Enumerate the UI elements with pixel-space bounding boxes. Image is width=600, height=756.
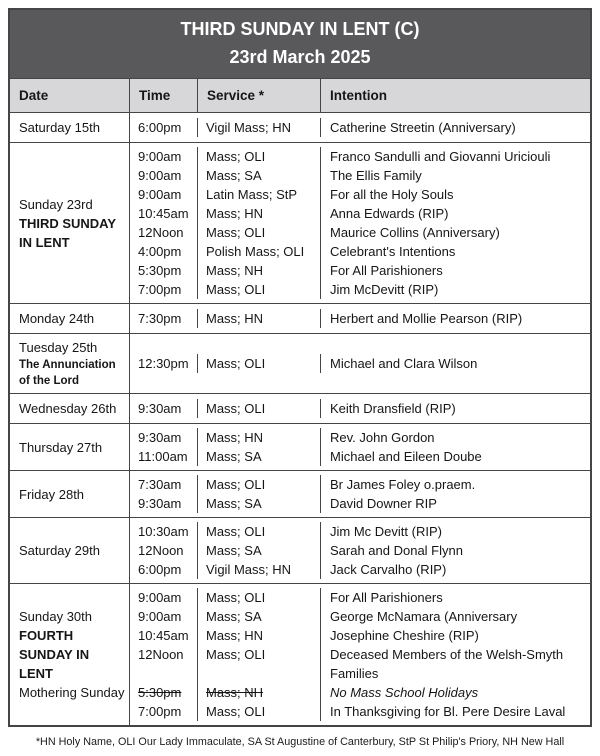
intention-cell: No Mass School Holidays <box>330 685 479 700</box>
schedule-row <box>10 517 590 583</box>
intention-cell: The Ellis Family <box>330 168 422 183</box>
service-cell: Mass; OLI <box>198 354 321 373</box>
schedule-row <box>10 112 590 142</box>
time-cell: 10:45am <box>130 626 198 645</box>
schedule-entry <box>130 147 590 166</box>
entry-list <box>130 424 590 470</box>
date-line: Mothering Sunday <box>19 685 125 700</box>
intention-cell: Rev. John Gordon <box>330 430 435 445</box>
schedule-entry <box>130 588 590 607</box>
schedule-entry <box>130 522 590 541</box>
schedule-entry <box>130 118 590 137</box>
date-line: Sunday 23rd <box>19 196 93 212</box>
service-cell: Mass; OLI <box>198 399 321 418</box>
time-cell: 9:00am <box>130 588 198 607</box>
time-cell: 7:00pm <box>130 702 198 721</box>
intention-cell: Josephine Cheshire (RIP) <box>330 628 479 643</box>
intention-cell: George McNamara (Anniversary <box>330 609 518 624</box>
entry-list <box>130 394 590 423</box>
service-cell: Mass; OLI <box>198 588 321 607</box>
time-cell: 12:30pm <box>130 354 198 373</box>
schedule-entry <box>130 354 590 373</box>
schedule-row <box>10 470 590 517</box>
entry-list <box>130 518 590 583</box>
mass-schedule-page <box>8 8 592 748</box>
service-cell: Mass; SA <box>198 607 321 626</box>
intention-cell: David Downer RIP <box>330 496 437 511</box>
time-cell: 9:30am <box>130 399 198 418</box>
service-cell: Mass; SA <box>198 541 321 560</box>
column-header-intention: Intention <box>330 88 387 103</box>
service-cell: Mass; OLI <box>198 223 321 242</box>
intention-cell: For All Parishioners <box>330 263 443 278</box>
time-cell: 12Noon <box>130 541 198 560</box>
date-line: Sunday 30th <box>19 609 93 624</box>
service-cell: Mass; HN <box>198 204 321 223</box>
intention-cell: For All Parishioners <box>330 590 443 605</box>
intention-cell: Franco Sandulli and Giovanni Uriciouli <box>330 149 551 164</box>
date-cell <box>10 113 130 142</box>
date-line: FOURTH SUNDAY IN LENT <box>19 628 90 681</box>
column-header-time: Time <box>130 79 198 112</box>
date-cell <box>10 518 130 583</box>
intention-cell: Jim Mc Devitt (RIP) <box>330 524 442 539</box>
schedule-row <box>10 393 590 423</box>
date-line: Saturday 15th <box>19 120 100 135</box>
time-cell: 11:00am <box>130 447 198 466</box>
entry-list <box>130 471 590 517</box>
schedule-entry <box>130 204 590 223</box>
service-cell: Mass; HN <box>198 309 321 328</box>
schedule-entry <box>130 309 590 328</box>
entry-list <box>130 113 590 142</box>
schedule-entry <box>130 447 590 466</box>
service-cell: Mass; OLI <box>198 522 321 541</box>
entry-list <box>130 304 590 333</box>
time-cell: 5:30pm <box>130 261 198 280</box>
intention-cell: Jim McDevitt (RIP) <box>330 282 439 297</box>
schedule-entry <box>130 261 590 280</box>
time-cell: 9:00am <box>130 185 198 204</box>
time-cell: 6:00pm <box>130 560 198 579</box>
date-line: Tuesday 25th <box>19 340 98 355</box>
intention-cell: Sarah and Donal Flynn <box>330 543 463 558</box>
schedule-entry <box>130 399 590 418</box>
service-cell: Mass; NH <box>198 261 321 280</box>
time-cell: 10:45am <box>130 204 198 223</box>
intention-cell: Celebrant's Intentions <box>330 244 456 259</box>
intention-cell: Keith Dransfield (RIP) <box>330 401 456 416</box>
table-title: THIRD SUNDAY IN LENT (C) <box>180 19 420 39</box>
schedule-row <box>10 423 590 470</box>
service-cell: Mass; SA <box>198 494 321 513</box>
service-cell: Mass; HN <box>198 428 321 447</box>
schedule-entry <box>130 223 590 242</box>
schedule-row <box>10 142 590 303</box>
date-line: Friday 28th <box>19 486 85 502</box>
time-cell: 12Noon <box>130 223 198 242</box>
date-cell <box>10 424 130 470</box>
schedule-entry <box>130 494 590 513</box>
date-line: THIRD SUNDAY IN LENT <box>19 215 116 250</box>
date-cell <box>10 394 130 423</box>
time-cell: 9:30am <box>130 428 198 447</box>
service-cell: Vigil Mass; HN <box>198 560 321 579</box>
date-cell <box>10 471 130 517</box>
time-cell: 6:00pm <box>130 118 198 137</box>
time-cell: 5:30pm <box>130 683 198 702</box>
time-cell: 7:30am <box>130 475 198 494</box>
time-cell: 7:00pm <box>130 280 198 299</box>
schedule-row <box>10 583 590 725</box>
service-cell: Latin Mass; StP <box>198 185 321 204</box>
date-line: Saturday 29th <box>19 543 100 558</box>
time-cell: 9:00am <box>130 147 198 166</box>
time-cell: 9:00am <box>130 607 198 626</box>
time-cell: 9:00am <box>130 166 198 185</box>
schedule-entry <box>130 683 590 702</box>
date-cell <box>10 143 130 303</box>
entry-list <box>130 584 590 725</box>
date-cell <box>10 584 130 725</box>
schedule-entry <box>130 475 590 494</box>
schedule-row <box>10 303 590 333</box>
column-header-date: Date <box>10 79 130 112</box>
table-title-block <box>10 10 590 78</box>
service-cell: Mass; HN <box>198 626 321 645</box>
schedule-entry <box>130 702 590 721</box>
schedule-entry <box>130 541 590 560</box>
intention-cell: Catherine Streetin (Anniversary) <box>330 120 516 135</box>
table-subtitle: 23rd March 2025 <box>229 47 371 67</box>
time-cell: 12Noon <box>130 645 198 683</box>
footnote: *HN Holy Name, OLI Our Lady Immaculate, SA St Augustine of Canterbury, StP St Philip's Priory, NH New Hall <box>35 736 565 748</box>
entry-list <box>130 143 590 303</box>
intention-cell: Michael and Clara Wilson <box>330 356 478 371</box>
column-header-service: Service * <box>198 79 321 112</box>
intention-cell: Deceased Members of the Welsh-Smyth Families <box>330 647 564 681</box>
intention-cell: Br James Foley o.praem. <box>330 477 476 492</box>
intention-cell: In Thanksgiving for Bl. Pere Desire Laval <box>330 704 566 719</box>
schedule-entry <box>130 560 590 579</box>
service-cell: Polish Mass; OLI <box>198 242 321 261</box>
intention-cell: Jack Carvalho (RIP) <box>330 562 447 577</box>
schedule-entry <box>130 280 590 299</box>
date-line: Monday 24th <box>19 311 95 326</box>
schedule-entry <box>130 645 590 683</box>
service-cell: Mass; OLI <box>198 280 321 299</box>
time-cell: 4:00pm <box>130 242 198 261</box>
service-cell: Mass; OLI <box>198 702 321 721</box>
date-line: The Annunciation of the Lord <box>19 359 116 387</box>
service-cell: Mass; OLI <box>198 645 321 683</box>
mass-schedule-table <box>8 8 592 727</box>
intention-cell: Michael and Eileen Doube <box>330 449 482 464</box>
time-cell: 10:30am <box>130 522 198 541</box>
schedule-row <box>10 333 590 393</box>
intention-cell: Herbert and Mollie Pearson (RIP) <box>330 311 523 326</box>
schedule-rows <box>10 112 590 725</box>
column-header-row <box>10 78 590 112</box>
intention-cell: For all the Holy Souls <box>330 187 454 202</box>
entry-list <box>130 334 590 393</box>
service-cell: Mass; OLI <box>198 475 321 494</box>
service-cell: Mass; SA <box>198 166 321 185</box>
date-cell <box>10 304 130 333</box>
date-line: Thursday 27th <box>19 439 103 455</box>
time-cell: 9:30am <box>130 494 198 513</box>
service-cell: Mass; OLI <box>198 147 321 166</box>
schedule-entry <box>130 166 590 185</box>
schedule-entry <box>130 185 590 204</box>
date-line: Wednesday 26th <box>19 401 117 416</box>
intention-cell: Anna Edwards (RIP) <box>330 206 449 221</box>
time-cell: 7:30pm <box>130 309 198 328</box>
schedule-entry <box>130 428 590 447</box>
schedule-entry <box>130 626 590 645</box>
intention-cell: Maurice Collins (Anniversary) <box>330 225 500 240</box>
date-cell <box>10 334 130 393</box>
service-cell: Mass; NH <box>198 683 321 702</box>
service-cell: Mass; SA <box>198 447 321 466</box>
schedule-entry <box>130 242 590 261</box>
service-cell: Vigil Mass; HN <box>198 118 321 137</box>
schedule-entry <box>130 607 590 626</box>
